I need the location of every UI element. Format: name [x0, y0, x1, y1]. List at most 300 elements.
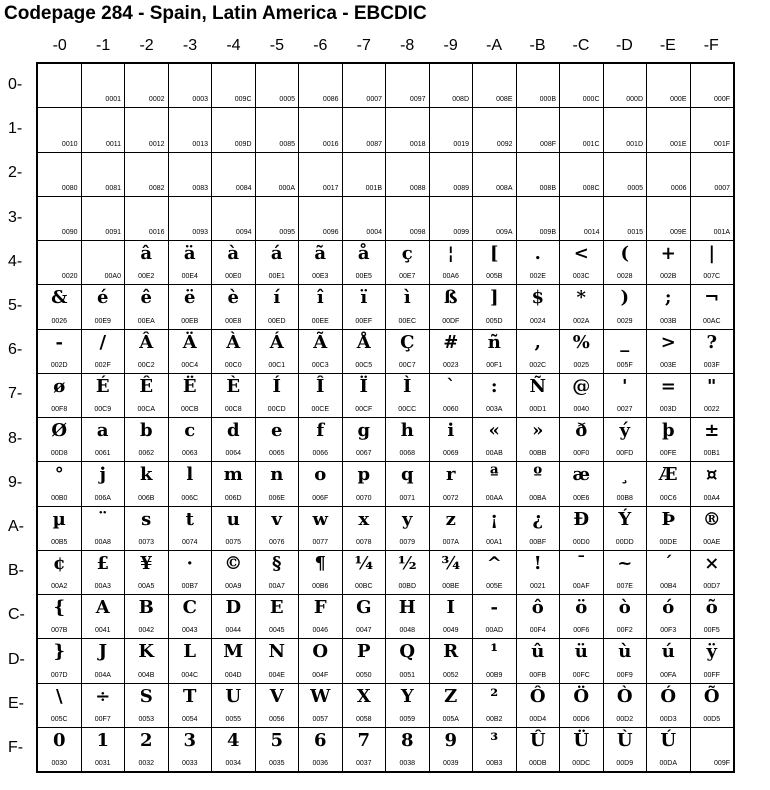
cell-code: 0046 [312, 627, 329, 635]
code-cell [38, 153, 81, 196]
cell-code: 001F [714, 140, 730, 148]
cell-code: 00DA [659, 760, 677, 767]
cell-glyph: K [138, 641, 155, 663]
cell-glyph: z [445, 508, 456, 530]
cell-glyph: , [534, 331, 541, 353]
code-cell [430, 197, 473, 240]
column-header: -7 [356, 37, 371, 54]
cell-glyph: Ë [182, 375, 197, 397]
cell-code: 00BF [529, 538, 547, 546]
cell-glyph: Í [272, 375, 281, 397]
cell-code: 004D [224, 671, 242, 679]
cell-glyph: > [660, 331, 676, 353]
code-cell [647, 374, 690, 417]
cell-code: 0096 [322, 229, 339, 236]
cell-glyph: Ý [618, 508, 632, 530]
code-cell [38, 197, 81, 240]
cell-glyph: á [270, 243, 283, 264]
code-cell [38, 64, 81, 107]
cell-code: 0079 [399, 538, 416, 546]
code-cell [169, 639, 212, 682]
column-header: -1 [96, 37, 111, 54]
cell-code: 006F [312, 494, 329, 502]
code-cell [430, 374, 473, 417]
cell-glyph: r [446, 464, 456, 486]
cell-code: 0037 [355, 760, 372, 767]
code-cell [647, 728, 690, 771]
cell-code: 0032 [138, 760, 155, 767]
cell-glyph: é [97, 287, 109, 309]
cell-code: 002C [529, 361, 547, 369]
code-cell [386, 197, 429, 240]
cell-code: 006B [138, 494, 155, 502]
cell-glyph: ~ [617, 552, 633, 574]
cell-code: 0029 [616, 317, 633, 325]
cell-glyph: o [314, 464, 327, 486]
cell-glyph: ä [183, 243, 196, 264]
code-cell [343, 595, 386, 638]
column-header: -5 [269, 37, 285, 54]
cell-code: 00F2 [616, 627, 633, 635]
cell-glyph: - [55, 331, 63, 353]
cell-code: 0088 [409, 184, 426, 192]
code-cell [604, 551, 647, 594]
cell-code: 00F7 [94, 715, 111, 723]
code-cell [386, 684, 429, 727]
code-cell [560, 684, 603, 727]
cell-glyph: F [313, 597, 327, 618]
cell-glyph: w [312, 508, 328, 530]
cell-code: 0094 [235, 229, 252, 236]
code-cell [647, 595, 690, 638]
code-cell [82, 374, 125, 417]
code-cell [212, 639, 255, 682]
cell-code: 0035 [268, 760, 285, 767]
cell-code: 0003 [192, 96, 208, 104]
code-cell [38, 728, 81, 771]
code-cell [386, 639, 429, 682]
cell-code: 003D [659, 406, 677, 413]
code-cell [125, 330, 168, 373]
cell-code: 00A3 [94, 583, 111, 590]
cell-code: 00D5 [703, 715, 721, 723]
cell-code: 00B9 [486, 671, 503, 679]
cell-code: 00C6 [659, 494, 677, 502]
cell-code: 004A [94, 671, 111, 679]
code-cell [386, 330, 429, 373]
cell-glyph: Z [444, 685, 458, 707]
code-cell [430, 418, 473, 461]
code-cell [604, 108, 647, 151]
cell-code: 00DD [615, 538, 634, 546]
cell-glyph: Y [400, 685, 414, 707]
code-cell [125, 507, 168, 550]
cell-code: 0047 [355, 627, 372, 635]
row-header: 4- [8, 252, 23, 270]
cell-code: 00D9 [616, 760, 634, 767]
cell-glyph: ? [706, 331, 718, 353]
cell-glyph: = [660, 375, 676, 397]
cell-code: 001A [713, 229, 730, 236]
cell-code: 00C3 [311, 361, 329, 369]
code-cell [82, 462, 125, 505]
code-cell [430, 153, 473, 196]
cell-code: 00E7 [399, 273, 416, 281]
cell-code: 008F [540, 140, 556, 148]
cell-code: 003C [572, 273, 590, 281]
cell-code: 00D2 [616, 715, 634, 723]
code-cell [604, 241, 647, 284]
cell-glyph: l [186, 464, 194, 486]
cell-code: 00D3 [659, 715, 677, 723]
cell-glyph: . [534, 243, 541, 264]
code-cell [691, 241, 734, 284]
cell-code: 0018 [409, 140, 426, 148]
code-cell [560, 64, 603, 107]
cell-code: 00A7 [268, 583, 285, 590]
cell-code: 00FA [660, 671, 677, 679]
cell-code: 009B [539, 229, 556, 236]
cell-code: 00B3 [486, 760, 503, 767]
cell-code: 000C [582, 96, 600, 104]
cell-glyph: ÷ [95, 685, 111, 707]
cell-code: 0052 [442, 671, 459, 679]
code-cell [517, 639, 560, 682]
cell-code: 00A1 [486, 538, 503, 546]
code-cell [256, 684, 299, 727]
cell-glyph: J [98, 641, 108, 663]
cell-glyph: ¨ [98, 508, 108, 530]
cell-glyph: À [226, 331, 241, 353]
code-cell [517, 595, 560, 638]
cell-code: 00BA [529, 494, 547, 502]
cell-glyph: ¤ [706, 464, 718, 486]
code-cell [647, 108, 690, 151]
cell-code: 0089 [453, 184, 469, 192]
code-cell [691, 64, 734, 107]
code-cell [647, 462, 690, 505]
cell-glyph: % [572, 331, 590, 353]
cell-glyph: t [185, 508, 194, 530]
code-cell [473, 285, 516, 328]
cell-code: 0051 [399, 671, 416, 679]
code-cell [299, 418, 342, 461]
code-cell [473, 197, 516, 240]
cell-code: 0090 [61, 229, 78, 236]
code-cell [82, 728, 125, 771]
code-cell [343, 684, 386, 727]
code-cell [125, 64, 168, 107]
cell-code: 0006 [670, 184, 687, 192]
code-cell [560, 108, 603, 151]
code-cell [343, 462, 386, 505]
cell-glyph: k [140, 464, 153, 486]
code-cell [169, 197, 212, 240]
code-cell [82, 551, 125, 594]
cell-code: 0038 [399, 760, 416, 767]
code-cell [647, 153, 690, 196]
cell-code: 00A6 [442, 273, 459, 281]
code-cell [560, 374, 603, 417]
cell-glyph: B [138, 597, 154, 618]
cell-code: 002E [529, 273, 546, 281]
cell-code: 0057 [312, 715, 329, 723]
cell-glyph: è [227, 287, 239, 309]
code-cell [256, 197, 299, 240]
cell-code: 0016 [148, 229, 165, 236]
code-cell [647, 418, 690, 461]
cell-glyph: ´ [663, 552, 673, 574]
cell-glyph: H [398, 597, 416, 618]
cell-glyph: 8 [400, 729, 414, 751]
code-cell [299, 241, 342, 284]
cell-glyph: ÿ [706, 641, 717, 663]
cell-code: 00FD [616, 450, 634, 458]
code-cell [691, 595, 734, 638]
code-cell [430, 595, 473, 638]
cell-code: 0069 [442, 450, 459, 458]
cell-glyph: + [660, 243, 676, 264]
code-cell [82, 108, 125, 151]
code-cell [125, 639, 168, 682]
cell-code: 0041 [94, 627, 111, 635]
row-header: 9- [8, 473, 23, 491]
code-cell [256, 285, 299, 328]
row-header: 3- [8, 208, 23, 226]
page-title: Codepage 284 - Spain, Latin America - EBCDIC [4, 3, 427, 24]
cell-glyph: ¹ [490, 641, 499, 663]
cell-glyph: # [443, 331, 459, 353]
cell-code: 0011 [105, 140, 121, 148]
cell-code: 0061 [94, 450, 111, 458]
cell-code: 0010 [61, 140, 78, 148]
cell-glyph: A [95, 597, 110, 618]
cell-glyph: ï [360, 287, 368, 309]
code-cell [125, 374, 168, 417]
cell-code: 001B [365, 184, 382, 192]
cell-code: 00DC [572, 760, 591, 767]
cell-glyph: ð [575, 420, 588, 441]
code-cell [473, 64, 516, 107]
code-cell [386, 64, 429, 107]
code-cell [473, 330, 516, 373]
cell-glyph: n [270, 464, 284, 486]
cell-glyph: q [400, 464, 414, 486]
cell-code: 0060 [442, 406, 459, 413]
code-cell [517, 728, 560, 771]
code-cell [82, 507, 125, 550]
cell-code: 005B [486, 273, 503, 281]
cell-code: 0030 [51, 760, 68, 767]
cell-code: 00CE [311, 406, 329, 413]
code-cell [517, 418, 560, 461]
code-cell [691, 684, 734, 727]
cell-glyph: Û [529, 729, 546, 751]
code-cell [212, 64, 255, 107]
cell-glyph: j [99, 464, 106, 486]
row-header: E- [8, 694, 24, 712]
cell-glyph: · [186, 552, 193, 574]
code-cell [691, 507, 734, 550]
cell-glyph: ö [575, 597, 588, 618]
cell-code: 005E [486, 583, 503, 590]
code-cell [299, 64, 342, 107]
code-cell [430, 507, 473, 550]
cell-glyph: ( [620, 243, 630, 264]
cell-glyph: Ñ [529, 375, 546, 397]
code-cell [517, 551, 560, 594]
code-cell [473, 551, 516, 594]
row-header: 6- [8, 341, 23, 359]
cell-code: 0055 [225, 715, 242, 723]
cell-glyph: ô [531, 597, 544, 618]
code-cell [299, 595, 342, 638]
code-cell [386, 595, 429, 638]
cell-code: 0098 [409, 229, 426, 236]
cell-code: 0073 [138, 538, 155, 546]
cell-glyph: Ø [51, 420, 68, 441]
cell-glyph: N [268, 641, 285, 663]
code-cell [299, 462, 342, 505]
cell-code: 00EA [137, 317, 155, 325]
code-cell [38, 684, 81, 727]
cell-glyph: þ [661, 420, 675, 441]
code-cell [299, 551, 342, 594]
code-cell [212, 418, 255, 461]
code-cell [256, 462, 299, 505]
code-cell [256, 639, 299, 682]
code-cell [647, 241, 690, 284]
code-cell [256, 241, 299, 284]
cell-glyph: Æ [658, 464, 678, 486]
cell-glyph: Ð [573, 508, 590, 530]
cell-code: 00D8 [50, 450, 68, 458]
cell-code: 006D [224, 494, 242, 502]
cell-glyph: h [400, 420, 414, 441]
cell-code: 004C [181, 671, 199, 679]
code-cell [560, 728, 603, 771]
cell-glyph: ¡ [490, 508, 499, 530]
code-cell [430, 241, 473, 284]
code-cell [560, 330, 603, 373]
code-cell [430, 684, 473, 727]
cell-glyph: Â [139, 331, 154, 353]
cell-code: 0045 [268, 627, 285, 635]
cell-code: 007B [51, 627, 68, 635]
code-cell [604, 639, 647, 682]
cell-glyph: i [447, 420, 455, 441]
cell-glyph: ; [664, 287, 672, 309]
cell-code: 0022 [703, 406, 720, 413]
cell-glyph: e [271, 420, 283, 441]
code-cell [82, 153, 125, 196]
code-cell [169, 374, 212, 417]
code-cell [299, 374, 342, 417]
cell-glyph: R [443, 641, 459, 663]
cell-code: 0081 [105, 184, 121, 192]
cell-glyph: Ê [139, 375, 154, 397]
code-cell [38, 551, 81, 594]
row-header: C- [8, 606, 25, 624]
code-cell [38, 374, 81, 417]
cell-glyph: Ô [529, 685, 546, 707]
code-cell [473, 374, 516, 417]
column-header: -3 [182, 37, 198, 54]
cell-code: 008C [582, 184, 600, 192]
cell-code: 00FE [659, 450, 677, 458]
code-cell [256, 551, 299, 594]
cell-code: 0082 [148, 184, 165, 192]
cell-code: 00D7 [703, 583, 721, 590]
cell-code: 00EE [311, 317, 329, 325]
code-cell [125, 684, 168, 727]
code-cell [169, 241, 212, 284]
cell-code: 0092 [496, 140, 513, 148]
cell-code: 00C4 [181, 361, 199, 369]
cell-code: 0012 [148, 140, 165, 148]
cell-glyph: & [51, 287, 68, 309]
code-cell [256, 418, 299, 461]
cell-code: 00E3 [312, 273, 329, 281]
code-cell [647, 507, 690, 550]
code-cell [647, 197, 690, 240]
cell-glyph: ª [489, 464, 499, 486]
cell-code: 0063 [181, 450, 198, 458]
cell-glyph: ý [619, 420, 630, 441]
cell-code: 0050 [355, 671, 372, 679]
cell-glyph: S [139, 685, 153, 707]
code-cell [212, 551, 255, 594]
cell-code: 009A [496, 229, 513, 236]
cell-glyph: í [273, 287, 281, 309]
cell-code: 00A8 [94, 538, 111, 546]
cell-code: 00B5 [51, 538, 68, 546]
code-cell [256, 728, 299, 771]
column-header: -2 [139, 37, 154, 54]
code-cell [82, 684, 125, 727]
code-cell [386, 418, 429, 461]
code-cell [256, 64, 299, 107]
code-cell [517, 330, 560, 373]
cell-code: 0016 [322, 140, 339, 148]
row-header: D- [8, 650, 25, 668]
cell-glyph: £ [96, 552, 110, 574]
cell-glyph: E [269, 597, 284, 618]
cell-code: 00B1 [703, 450, 720, 458]
cell-glyph: C [182, 597, 197, 618]
cell-code: 003B [660, 317, 677, 325]
code-cell [38, 108, 81, 151]
cell-glyph: 4 [226, 729, 240, 751]
code-cell [691, 285, 734, 328]
cell-code: 0040 [573, 406, 590, 413]
column-header: -6 [313, 37, 328, 54]
code-cell [647, 551, 690, 594]
column-header: -E [659, 37, 676, 54]
cell-glyph: ± [704, 420, 720, 441]
code-cell [430, 285, 473, 328]
cell-glyph: ò [618, 597, 631, 618]
cell-code: 0024 [529, 317, 546, 325]
code-cell [473, 153, 516, 196]
cell-code: 001C [582, 140, 600, 148]
cell-glyph: ¸ [620, 464, 630, 486]
cell-glyph: ñ [487, 331, 501, 353]
cell-code: 000F [714, 96, 730, 104]
cell-code: 00F3 [660, 627, 677, 635]
cell-code: 00DB [528, 760, 547, 767]
cell-code: 00F0 [573, 450, 590, 458]
